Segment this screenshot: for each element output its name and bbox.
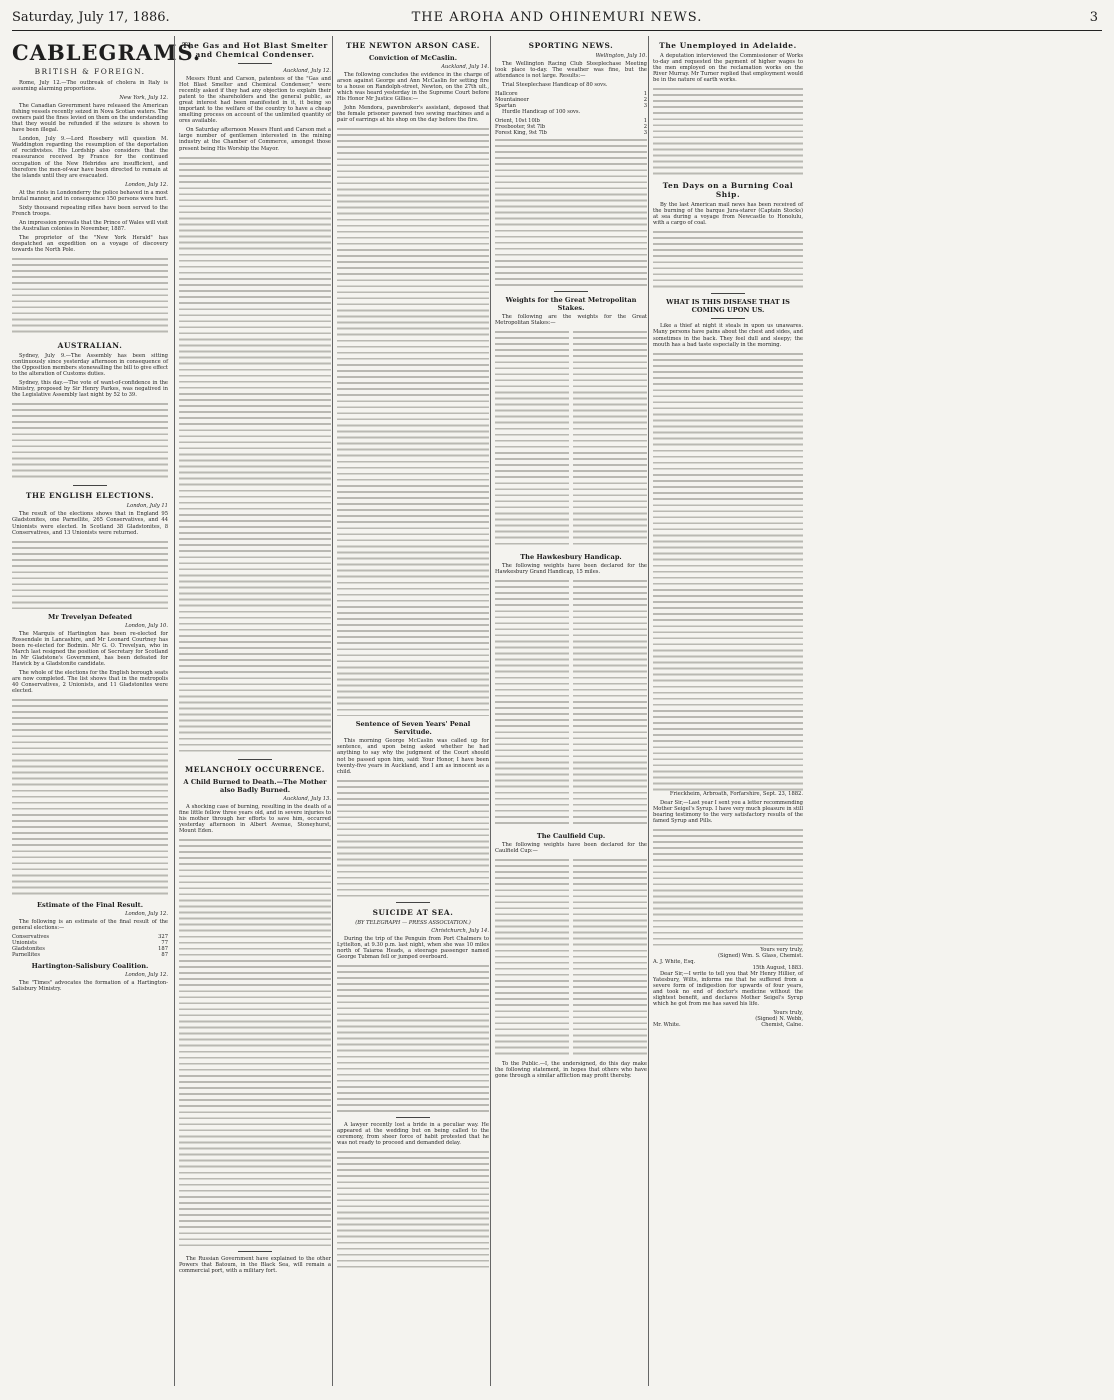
results-row: Gladstonites 187 bbox=[12, 946, 168, 953]
text-filler bbox=[337, 778, 489, 898]
dateline: London, July 12. bbox=[125, 972, 168, 979]
coal-ship-title: Ten Days on a Burning Coal Ship. bbox=[662, 181, 794, 200]
dateline: Auckland, July 14. bbox=[441, 64, 489, 70]
article-paragraph: A lawyer recently lost a bride in a peculiar way. He appeared at the wedding but on being called to the ceremony, from sheer force of habit protested that he was not ready to proceed and demanded delay. bbox=[337, 1121, 489, 1146]
divider bbox=[396, 1117, 430, 1118]
race-row: Orient, 10st 10lb 1 bbox=[495, 118, 647, 125]
column-arson bbox=[332, 36, 493, 1386]
text-filler bbox=[12, 697, 168, 897]
race-row: Spartan 3 bbox=[495, 103, 647, 110]
cablegrams-subtitle: BRITISH & FOREIGN. bbox=[34, 67, 146, 76]
divider bbox=[711, 318, 745, 319]
hawkesbury-heading: The Hawkesbury Handicap. bbox=[520, 552, 622, 561]
text-filler bbox=[495, 137, 647, 287]
race-row: Mountaineer 2 bbox=[495, 97, 647, 104]
article-paragraph: Sixty thousand repeating rifles have been served to the French troops. bbox=[12, 204, 168, 217]
sporting-title: SPORTING NEWS. bbox=[528, 41, 614, 50]
article-paragraph: To the Public.—I, the undersigned, do this day make the following statement, in hopes that others who have gone through a similar affliction may profit thereby. bbox=[495, 1060, 647, 1079]
article-paragraph: Dear Sir,—Last year I sent you a letter recommending Mother Seigel's Syrup. I have very much pleasure in still bearing testimony to the very satisfactory results of the famed Syrup and Pills. bbox=[653, 799, 803, 824]
race-row: Hallcore 1 bbox=[495, 91, 647, 98]
article-paragraph: The Marquis of Hartington has been re-elected for Rossendale in Lancashire, and Mr Leonard Courtney has been re-elected for Bodmin. Mr G. O. Trevelyan, who in March last resigned the position of Secretary for Scotland in Mr Gladstone's Government, has been defeated for Hawick by a Gladstonite candidate. bbox=[12, 630, 168, 667]
arson-subtitle: Conviction of McCaslin. bbox=[368, 54, 457, 62]
subheading-trevelyan: Mr Trevelyan Defeated bbox=[48, 612, 132, 621]
article-paragraph: The whole of the elections for the English borough seats are now completed. The list shows that in the metropolis 40 Conservatives, 2 Unionists, and 11 Gladstonites were elected. bbox=[12, 669, 168, 695]
article-paragraph: Rome, July 12.—The outbreak of cholera in Italy is assuming alarming proportions. bbox=[12, 80, 168, 93]
column-smelter bbox=[174, 36, 335, 1386]
results-row: Unionists 77 bbox=[12, 940, 168, 947]
letter-place: Frieckheim, Arbroath, Forfarshire, Sept. 23, 1882. bbox=[669, 790, 803, 797]
paper-title: THE AROHA AND OHINEMURI NEWS. bbox=[411, 10, 703, 25]
subheading-estimate: Estimate of the Final Result. bbox=[36, 901, 143, 910]
text-filler bbox=[653, 86, 803, 176]
text-filler bbox=[653, 351, 803, 791]
text-filler bbox=[337, 963, 489, 1113]
results-row: Conservatives 327 bbox=[12, 934, 168, 941]
race-results bbox=[495, 91, 647, 109]
signature: Yours very truly, bbox=[760, 946, 803, 953]
article-paragraph: Sydney, July 9.—The Assembly has been sitting continuously since yesterday afternoon in consequence of the Opposition members stonewalling the bill to give effect to the alteration of Customs duties. bbox=[12, 353, 168, 378]
signature: Mr. White. Chemist, Calne. bbox=[653, 1022, 803, 1029]
article-paragraph: By the last American mail news has been received of the burning of the barque Jura-starer (Captain Stocks) at sea during a voyage from Newcastle to Honolulu, with a cargo of coal. bbox=[653, 202, 803, 227]
article-paragraph: The following concludes the evidence in the charge of arson against George and Ann McCaslin for setting fire to a house on Randolph-street, Newton, on the 27th ult., which was heard yesterday in the Supreme Court before His Honor Mr Justice Gillies:— bbox=[337, 72, 489, 103]
suicide-title: SUICIDE AT SEA. bbox=[372, 907, 454, 917]
columns bbox=[12, 36, 1102, 1386]
text-filler bbox=[653, 827, 803, 947]
press-association: (BY TELEGRAPH — PRESS ASSOCIATION.) bbox=[355, 919, 471, 926]
signature: (Signed) Wm. S. Glass, Chemist. bbox=[717, 952, 803, 959]
article-paragraph: Dear Sir,—I write to tell you that Mr Henry Hillier, of Yatesbury, Wilts, informs me that he suffered from a severe form of indigestion for upwards of four years, and took no end of doctor's medicine without the slightest benefit, and declares Mother Seigel's Syrup which he got from me has saved his life. bbox=[653, 971, 803, 1008]
article-paragraph: A deputation interviewed the Commissioner of Works to-day and requested the payment of higher wages to the men employed on the reclamation works on the River Murray. Mr Turner replied that employment would be in the nature of earth works. bbox=[653, 53, 803, 84]
article-paragraph: The following is an estimate of the final result of the general elections:— bbox=[12, 919, 168, 932]
article-paragraph: During the trip of the Penguin from Port Chalmers to Lyttelton, at 9.30 p.m. last night, when she was 10 miles north of Taiaroa Heads, a steerage passenger named George Tubman fell or jumped overboard. bbox=[337, 935, 489, 960]
page-number: 3 bbox=[1089, 10, 1098, 25]
unemployed-title: The Unemployed in Adelaide. bbox=[659, 41, 797, 50]
article-paragraph: The Russian Government have explained to the other Powers that Batoum, in the Black Sea, will remain a commercial port, with a military fort. bbox=[179, 1255, 331, 1274]
dateline: London, July 11 bbox=[126, 503, 168, 510]
newspaper-page bbox=[12, 6, 1102, 1386]
text-filler bbox=[653, 229, 803, 289]
article-paragraph: The Canadian Government have released the American fishing vessels recently seized in Nova Scotian waters. The owners paid the fines levied on them on the understanding that they would be refunded if the seizure is shown to have been illegal. bbox=[12, 103, 168, 134]
text-filler bbox=[12, 401, 168, 481]
article-paragraph: The proprietor of the "New York Herald" has despatched an expedition on a voyage of discovery towards the North Pole. bbox=[12, 234, 168, 254]
article-paragraph: A shocking case of burning, resulting in the death of a fine little fellow three years old, and in severe injuries to his mother through her efforts to save him, occurred yesterday afternoon in Albert Avenue, Stoneyhurst, Mount Eden. bbox=[179, 803, 331, 834]
dateline: London, July 10. bbox=[125, 622, 168, 629]
column-sporting bbox=[490, 36, 651, 1386]
divider bbox=[711, 293, 745, 294]
article-paragraph: On Saturday afternoon Messrs Hunt and Carson met a large number of gentlemen interested in the mining industry at the Chamber of Commerce, amongst those present being His Worship the Mayor. bbox=[179, 127, 331, 152]
results-table bbox=[12, 934, 168, 958]
cablegrams-title: CABLEGRAMS. bbox=[12, 40, 202, 65]
race-row: Forest King, 9st 7lb 3 bbox=[495, 130, 647, 137]
article-paragraph: The following weights have been declared for the Caulfield Cup:— bbox=[495, 841, 647, 854]
dateline: Auckland, July 12. bbox=[283, 68, 331, 74]
subheading-coalition: Hartington-Salisbury Coalition. bbox=[31, 962, 149, 971]
masthead bbox=[12, 6, 1102, 31]
section-heading-elections: THE ENGLISH ELECTIONS. bbox=[25, 491, 155, 501]
smelter-title: The Gas and Hot Blast Smelter and Chemical Condenser. bbox=[182, 41, 328, 59]
article-paragraph: Sydney, this day.—The vote of want-of-confidence in the Ministry, proposed by Sir Henry Parkes, was negatived in the Legislative Assembly last night by 52 to 39. bbox=[12, 380, 168, 399]
column-cablegrams bbox=[12, 36, 202, 1386]
text-filler bbox=[179, 155, 331, 755]
signature: A. J. White, Esq. bbox=[653, 958, 696, 965]
dateline: London, July 12. bbox=[125, 181, 168, 188]
text-filler bbox=[337, 126, 489, 716]
text-filler bbox=[337, 1149, 489, 1269]
article-paragraph: At the riots in Londonderry the police behaved in a most brutal manner, and in consequence 150 persons were hurt. bbox=[12, 189, 168, 202]
text-filler bbox=[12, 256, 168, 336]
article-paragraph: The Wellington Racing Club Steeplechase Meeting took place to-day. The weather was fine, but the attendance is not large. Results:— bbox=[495, 61, 647, 80]
divider bbox=[238, 1251, 272, 1252]
article-paragraph: The "Times" advocates the formation of a Hartington-Salisbury Ministry. bbox=[12, 980, 168, 993]
weights-table bbox=[495, 329, 647, 549]
sentence-subheading: Sentence of Seven Years' Penal Servitude. bbox=[355, 720, 471, 737]
article-paragraph: An impression prevails that the Prince of Wales will visit the Australian colonies in November, 1887. bbox=[12, 219, 168, 232]
dateline: Wellington, July 10. bbox=[595, 53, 647, 59]
article-paragraph: This morning George McCaslin was called up for sentence, and upon being asked whether he had anything to say why the judgment of the Court should not be passed upon him, said: Your Honor, I have been twenty-five years in Auckland, and I am as innocent as a child. bbox=[337, 738, 489, 775]
section-heading-australian: AUSTRALIAN. bbox=[57, 341, 123, 351]
race-name: Trial Steeplechase Handicap of 80 sovs. bbox=[502, 82, 608, 89]
caulfield-heading: The Caulfield Cup. bbox=[536, 831, 606, 840]
weights-table bbox=[495, 578, 647, 828]
divider bbox=[396, 902, 430, 903]
dateline: Auckland, July 13. bbox=[283, 795, 331, 802]
race-name: Hurdle Handicap of 100 sovs. bbox=[502, 109, 581, 116]
divider bbox=[554, 291, 588, 292]
dateline: London, July 12. bbox=[125, 911, 168, 918]
dateline: New York, July 12. bbox=[119, 95, 168, 102]
text-filler bbox=[12, 539, 168, 609]
dateline: Christchurch, July 14. bbox=[431, 927, 489, 934]
divider bbox=[238, 759, 272, 760]
letter-date: 15th August, 1883. bbox=[752, 964, 803, 971]
article-paragraph: London, July 9.—Lord Rosebery will question M. Waddington regarding the resumption of the deportation of recidivistes. His Lordship also considers that the reassurance received by France for the continued occupation of the New Hebrides are insufficient, and therefore the men-of-war have been directed to remain at the islands until they are evacuated. bbox=[12, 136, 168, 179]
article-paragraph: Like a thief at night it steals in upon us unawares. Many persons have pains about the chest and sides, and sometimes in the back. They feel dull and sleepy; the mouth has a bad taste especially in the morning. bbox=[653, 323, 803, 348]
results-row: Parnellites 87 bbox=[12, 952, 168, 959]
issue-date: Saturday, July 17, 1886. bbox=[12, 10, 170, 25]
weights-table bbox=[495, 857, 647, 1057]
melancholy-title: MELANCHOLY OCCURRENCE. bbox=[185, 764, 325, 774]
signature: Yours truly, bbox=[773, 1010, 803, 1017]
disease-heading: WHAT IS THIS DISEASE THAT IS COMING UPON US. bbox=[666, 298, 790, 315]
metropolitan-heading: Weights for the Great Metropolitan Stakes. bbox=[505, 295, 637, 312]
column-adelaide bbox=[648, 36, 807, 1386]
signature: (Signed) N. Webb, bbox=[755, 1016, 803, 1023]
arson-title: THE NEWTON ARSON CASE. bbox=[346, 41, 480, 50]
text-filler bbox=[179, 837, 331, 1247]
divider bbox=[73, 485, 107, 486]
race-row: Freebooter, 9st 7lb 2 bbox=[495, 124, 647, 131]
article-paragraph: John Mendora, pawnbroker's assistant, deposed that the female prisoner pawned two sewing machines and a pair of earrings at his shop on the day before the fire. bbox=[337, 105, 489, 124]
article-paragraph: The following are the weights for the Great Metropolitan Stakes:— bbox=[495, 313, 647, 326]
article-paragraph: The following weights have been declared for the Hawkesbury Grand Handicap, 15 miles. bbox=[495, 562, 647, 575]
divider bbox=[238, 63, 272, 64]
article-paragraph: The result of the elections shows that in England 95 Gladstonites, one Parnellite, 265 Conservatives, and 44 Unionists were elected. In Scotland 38 Gladstonites, 8 Conservatives, and 13 Unionists were returned. bbox=[12, 511, 168, 536]
melancholy-subtitle: A Child Burned to Death.—The Mother also Badly Burned. bbox=[183, 777, 327, 794]
race-results bbox=[495, 118, 647, 136]
article-paragraph: Messrs Hunt and Carson, patentees of the "Gas and Hot Blast Smelter and Chemical Condenser," were recently asked if they had any objection to explain their patent to the shareholders and the general public, as great interest had been manifested in it, it being so important to the welfare of the country to have a cheap smelting process on account of the unlimited quantity of ores available. bbox=[179, 76, 331, 125]
